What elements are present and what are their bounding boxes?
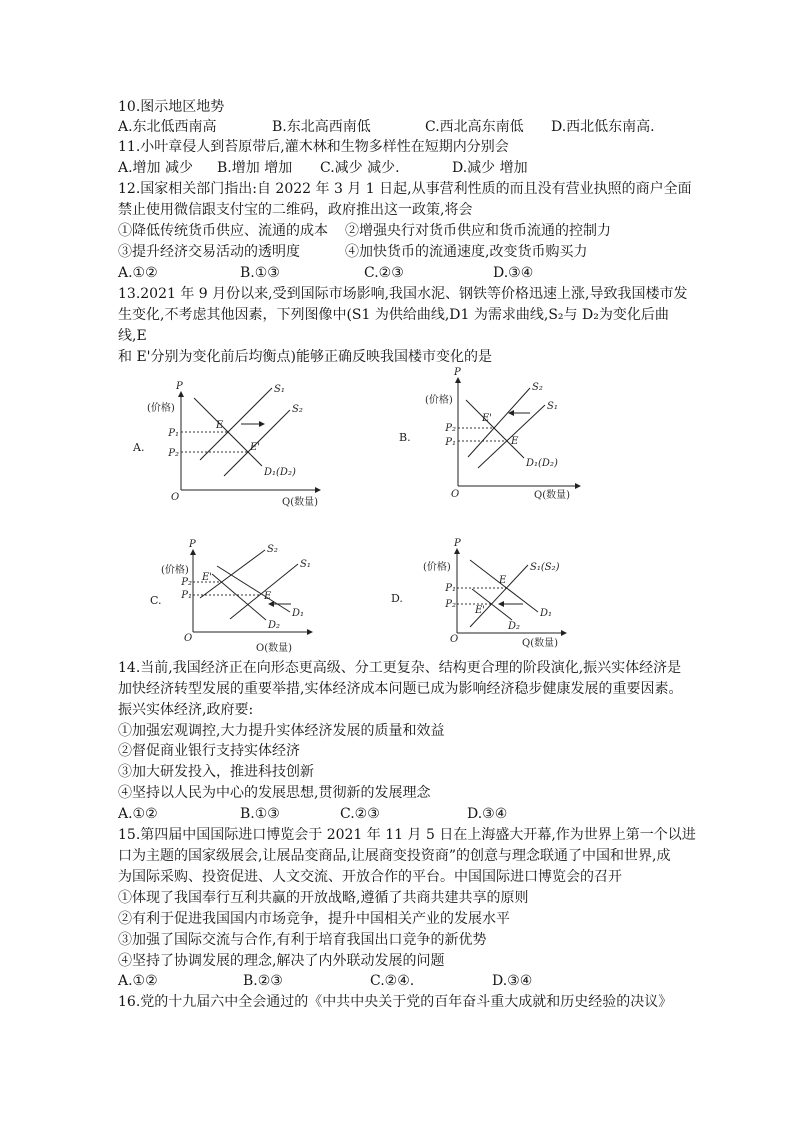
q15-option-b: B.②③ (243, 973, 283, 989)
graph-c-option-label: C. (150, 594, 162, 607)
graph-d-s-label: S₁(S₂) (530, 562, 560, 573)
graph-a-price-lower: P₂ (168, 448, 179, 459)
graph-c-s2-label: S₂ (267, 544, 278, 555)
q12-stem-line-2: 禁止使用微信跟支付宝的二维码，政府推出这一政策,将会 (118, 202, 473, 218)
graph-b-origin: O (451, 489, 460, 500)
q11-stem: 11.小叶章侵人到苔原带后,灌木林和生物多样性在短期内分别会 (118, 139, 509, 155)
q14-stem-line-3: 振兴实体经济,政府要: (118, 702, 254, 718)
q12-option-c: C.②③ (364, 265, 404, 281)
graph-a-x-axis-label: Q(数量) (282, 497, 319, 508)
graph-a-e-label: E (216, 420, 224, 431)
q15-stem-line-1: 15.第四届中国国际进口博览会于 2021 年 11 月 5 日在上海盛大开幕,作为世界上第一个以进 (118, 827, 696, 843)
q15-stem-line-2: 口为主题的国家级展会,让展品变商品,让展商变投资商”的创意与理念联通了中国和世界,成 (118, 848, 671, 864)
graph-c-s1-label: S₁ (300, 559, 311, 570)
graph-a-y-unit: (价格) (147, 403, 175, 414)
graph-b-e-prime-label: E' (482, 413, 493, 424)
graph-c-x-axis-label: O(数量) (256, 643, 293, 654)
q12-statement-2: ②增强央行对货币供应和货币流通的控制力 (345, 223, 611, 239)
graph-a-e-prime-label: E' (250, 442, 261, 453)
q10-option-a: A.东北低西南高 (118, 119, 217, 135)
q15-option-c: C.②④. (370, 973, 415, 989)
graph-d-y-unit: (价格) (423, 562, 451, 573)
q14-statement-1: ①加强宏观调控,大力提升实体经济发展的质量和效益 (118, 723, 445, 739)
graph-b-y-unit: (价格) (425, 395, 453, 406)
graph-d-y-axis-label: P (454, 538, 461, 549)
graph-c-e-label: E (264, 591, 272, 602)
q11-option-a: A.增加 减少 (118, 160, 194, 176)
graph-b-s1-label: S₁ (547, 401, 558, 412)
q13-graph-b (390, 360, 590, 505)
graph-a-y-axis-label: P (176, 381, 183, 392)
graph-a-option-label: A. (133, 441, 145, 454)
q14-statement-3: ③加大研发投入，推进科技创新 (118, 764, 314, 780)
graph-a-d-label: D₁(D₂) (264, 467, 296, 478)
q15-option-a: A.①② (118, 973, 158, 989)
graph-c-e-prime-label: E' (202, 572, 213, 583)
graph-b-price-upper: P₂ (445, 423, 456, 434)
q15-stem-line-3: 为国际采购、投资促进、人文交流、开放合作的平台。中国国际进口博览会的召开 (118, 869, 622, 885)
q13-stem-line-2: 生变化,不考虑其他因素，下列图像中(S1 为供给曲线,D1 为需求曲线,S₂与 D₂为变化后曲 (118, 307, 669, 323)
graph-d-e-prime-label: E' (475, 605, 486, 616)
q14-option-d: D.③④ (467, 806, 508, 822)
graph-c-y-unit: (价格) (161, 565, 189, 576)
graph-c-price-lower: P₁ (181, 590, 192, 601)
q15-statement-4: ④坚持了协调发展的理念,解决了内外联动发展的问题 (118, 953, 445, 969)
graph-b-y-axis-label: P (454, 367, 461, 378)
q10-stem: 10.图示地区地势 (118, 99, 225, 115)
graph-c-price-upper: P₂ (181, 577, 192, 588)
graph-a-s1-label: S₁ (274, 384, 285, 395)
graph-b-s2-label: S₂ (532, 382, 543, 393)
graph-d-option-label: D. (391, 592, 403, 605)
q11-option-d: D.减少 增加 (452, 160, 528, 176)
graph-b-e-label: E (511, 436, 519, 447)
q14-option-b: B.①③ (240, 806, 280, 822)
graph-d-e-label: E (499, 575, 507, 586)
graph-d-price-upper: P₁ (445, 583, 456, 594)
graph-b-d-label: D₁(D₂) (526, 458, 558, 469)
q13-stem-line-1: 13.2021 年 9 月份以来,受到国际市场影响,我国水泥、钢铁等价格迅速上涨,导致我国楼市发 (118, 286, 688, 302)
q12-statement-1: ①降低传统货币供应、流通的成本 (118, 223, 328, 239)
q14-option-a: A.①② (118, 806, 158, 822)
q12-statement-3: ③提升经济交易活动的透明度 (118, 244, 300, 260)
graph-a-s2-label: S₂ (292, 404, 303, 415)
graph-b-supply-curve-s2 (468, 388, 530, 457)
q11-option-c: C.减少 减少. (320, 160, 400, 176)
q12-statement-4: ④加快货币的流通速度,改变货币购买力 (345, 244, 588, 260)
graph-c-y-axis-label: P (189, 539, 196, 550)
graph-c-d1-label: D₁ (292, 608, 305, 619)
q10-option-c: C.西北高东南低 (425, 119, 524, 135)
q15-option-d: D.③④ (492, 973, 533, 989)
q12-option-a: A.①② (118, 265, 158, 281)
graph-b-x-axis-label: Q(数量) (534, 490, 571, 501)
q15-statement-1: ①体现了我国奉行互利共赢的开放战略,遵循了共商共建共享的原则 (118, 890, 529, 906)
graph-b-option-label: B. (399, 431, 411, 444)
q13-stem-line-3: 线,E (118, 328, 147, 344)
q11-option-b: B.增加 增加 (217, 160, 293, 176)
graph-d-price-lower: P₂ (445, 599, 456, 610)
graph-c-origin: O (184, 633, 193, 644)
graph-a-price-upper: P₁ (168, 428, 179, 439)
q10-option-d: D.西北低东南高. (551, 119, 655, 135)
graph-d-d1-label: D₁ (540, 608, 553, 619)
q14-statement-4: ④坚持以人民为中心的发展思想,贯彻新的发展理念 (118, 785, 431, 801)
graph-a-origin: O (171, 492, 180, 503)
q12-option-b: B.①③ (240, 265, 280, 281)
graph-c-d2-label: D₂ (268, 620, 281, 631)
q12-option-d: D.③④ (493, 265, 534, 281)
q10-option-b: B.东北高西南低 (272, 119, 371, 135)
q13-stem-line-4: 和 E'分别为变化前后均衡点)能够正确反映我国楼市变化的是 (118, 349, 492, 365)
q12-stem-line-1: 12.国家相关部门指出:自 2022 年 3 月 1 日起,从事营利性质的而且没有营业执照的商户全面 (118, 181, 692, 197)
graph-d-x-axis-label: Q(数量) (522, 638, 559, 649)
graph-b-price-lower: P₁ (445, 437, 456, 448)
graph-c-demand-curve-d1 (217, 566, 290, 612)
q14-stem-line-1: 14.当前,我国经济正在向形态更高级、分工更复杂、结构更合理的阶段演化,振兴实体经济是 (118, 660, 682, 676)
q13-graph-a (125, 365, 340, 515)
q13-graph-d (380, 535, 570, 655)
q14-statement-2: ②督促商业银行支持实体经济 (118, 743, 300, 759)
q16-stem: 16.党的十九届六中全会通过的《中共中央关于党的百年奋斗重大成就和历史经验的决议》 (118, 994, 673, 1010)
q15-statement-2: ②有利于促进我国国内市场竞争，提升中国相关产业的发展水平 (118, 911, 510, 927)
graph-d-d2-label: D₂ (508, 621, 521, 632)
graph-d-origin: O (450, 634, 459, 645)
q14-stem-line-2: 加快经济转型发展的重要举措,实体经济成本问题已成为影响经济稳步健康发展的重要因素。 (118, 681, 683, 697)
q15-statement-3: ③加强了国际交流与合作,有利于培育我国出口竞争的新优势 (118, 932, 487, 948)
q13-graph-c (140, 535, 320, 660)
q14-option-c: C.②③ (340, 806, 380, 822)
